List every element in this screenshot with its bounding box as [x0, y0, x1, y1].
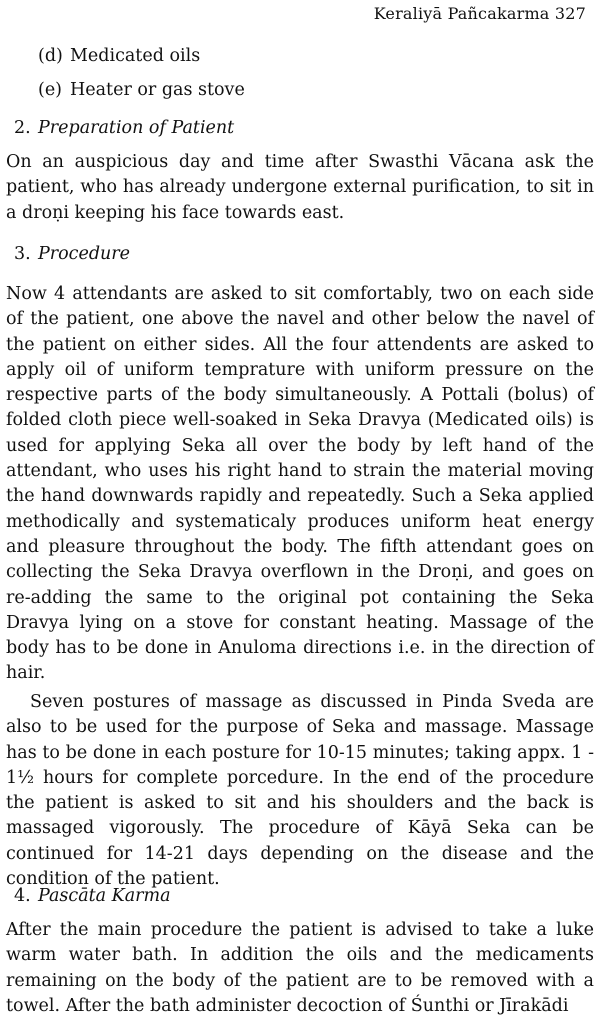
- paragraph-pascata: After the main procedure the patient is advised to take a luke warm water bath. In addition the oils and the medicaments remaining on the body of the patient are to be removed with a towel. After the bath administer decoction of Śunthi or Jīrakādi: [6, 920, 594, 1016]
- section-number: 3.: [14, 244, 31, 264]
- section-heading-procedure: [14, 244, 130, 264]
- list-item: [38, 46, 200, 66]
- running-header: [374, 4, 586, 23]
- section-title: Preparation of Patient: [38, 118, 235, 138]
- list-marker: (d): [38, 46, 63, 66]
- paragraph-procedure-1: Now 4 attendants are asked to sit comfortably, two on each side of the patient, one above the navel and other below the navel of the patient on either sides. All the four attendents are asked to apply oil of uniform temprature with uniform pressure on the respective parts of the body simultaneously. A Pottali (bolus) of folded cloth piece well-soaked in Seka Dravya (Medicated oils) is used for applying Seka all over the body by left hand of the attendant, who uses his right hand to strain the material moving the hand downwards rapidly and repeatedly. Such a Seka applied methodically and systematicaly produces uniform heat energy and pleasure throughout the body. The fifth attendant goes on collecting the Seka Dravya overflown in the Droṇi, and goes on re-adding the same to the original pot containing the Seka Dravya lying on a stove for constant heating. Massage of the body has to be done in Anuloma directions i.e. in the direction of hair.: [6, 284, 594, 684]
- section-number: 4.: [14, 886, 31, 906]
- list-marker: (e): [38, 80, 63, 100]
- list-item: [38, 80, 245, 100]
- running-title: Keraliyā Pañcakarma: [373, 4, 550, 23]
- section-heading-pascata: [14, 886, 171, 906]
- page-number: 327: [554, 4, 586, 23]
- list-item-text: Heater or gas stove: [70, 80, 245, 100]
- section-title: Procedure: [38, 244, 131, 264]
- paragraph-preparation: On an auspicious day and time after Swasthi Vācana ask the patient, who has already undergone external purification, to sit in a droṇi keeping his face towards east.: [6, 152, 594, 223]
- paragraph-procedure-2: Seven postures of massage as discussed in Pinda Sveda are also to be used for the purpose of Seka and massage. Massage has to be done in each posture for 10-15 minutes; taking appx. 1 - 1½ hours for complete porcedure. In the end of the procedure the patient is asked to sit and his shoulders and the back is massaged vigorously. The procedure of Kāyā Seka can be continued for 14-21 days depending on the disease and the condition of the patient.: [6, 692, 594, 890]
- section-title: Pascāta Karma: [38, 886, 171, 906]
- section-number: 2.: [14, 118, 31, 138]
- list-item-text: Medicated oils: [70, 46, 201, 66]
- section-heading-preparation: [14, 118, 234, 138]
